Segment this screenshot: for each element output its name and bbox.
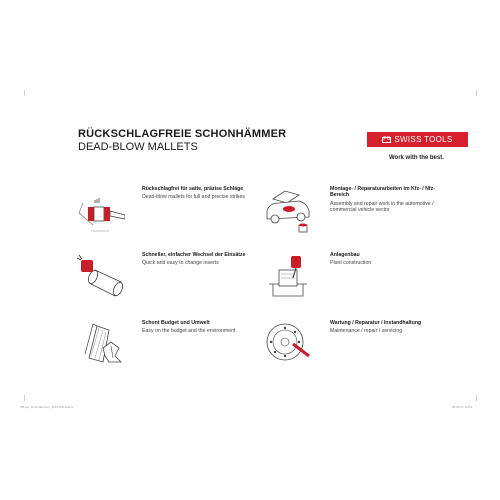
feature-title: Rückschlagfrei für satte, präzise Schläge — [142, 186, 244, 192]
feature-title: Schont Budget und Umwelt — [142, 320, 210, 326]
feature-item — [142, 252, 252, 267]
feature-title: Schneller, einfacher Wechsel der Einsätze — [142, 252, 246, 258]
feature-item — [330, 186, 440, 214]
brand-logo — [367, 132, 468, 147]
crop-mark-tr — [476, 90, 483, 96]
feature-title: Montage- / Reparaturarbeiten im Kfz- / Nfz-Bereich — [330, 186, 435, 199]
crop-mark-br — [476, 395, 483, 401]
crop-mark-bl — [18, 395, 25, 401]
budget-environment-icon — [75, 318, 125, 368]
logo-text: SWISS TOOLS — [394, 135, 453, 144]
feature-desc: Quick and easy to change inserts — [142, 260, 219, 267]
page-title: RÜCKSCHLAGFREIE SCHONHÄMMER — [78, 128, 287, 140]
feature-desc: Dead-blow mallets for full and precise strikes — [142, 194, 245, 201]
feature-title: Wartung / Reparatur / Instandhaltung — [330, 320, 422, 326]
page-subtitle: DEAD-BLOW MALLETS — [78, 141, 198, 153]
feature-item — [142, 320, 252, 335]
plant-construction-icon — [263, 250, 313, 300]
crop-mark-tl — [18, 90, 25, 96]
feature-item — [142, 186, 252, 201]
feature-desc: Plant construction — [330, 260, 372, 267]
insert-change-icon — [75, 250, 125, 300]
feature-desc: Maintenance / repair / servicing — [330, 328, 403, 335]
feature-desc: Easy on the budget and the environment — [142, 328, 236, 335]
feature-item — [330, 320, 440, 335]
feature-title: Anlagenbau — [330, 252, 360, 258]
logo-mark: PB — [383, 136, 391, 142]
feature-item — [330, 252, 440, 267]
footer-slug-left: PB-Ad_Schonhammer_2019-RW.indd 4 — [20, 405, 73, 409]
footer-slug-right: 08.04.17 10:54 — [452, 405, 473, 409]
brand-tagline: Work with the best. — [389, 155, 444, 161]
maintenance-icon — [263, 318, 313, 368]
feature-desc: Assembly and repair work in the automotive / commercial vehicle sector — [330, 200, 434, 214]
mallet-strike-icon — [75, 185, 125, 235]
car-repair-icon — [263, 185, 313, 235]
